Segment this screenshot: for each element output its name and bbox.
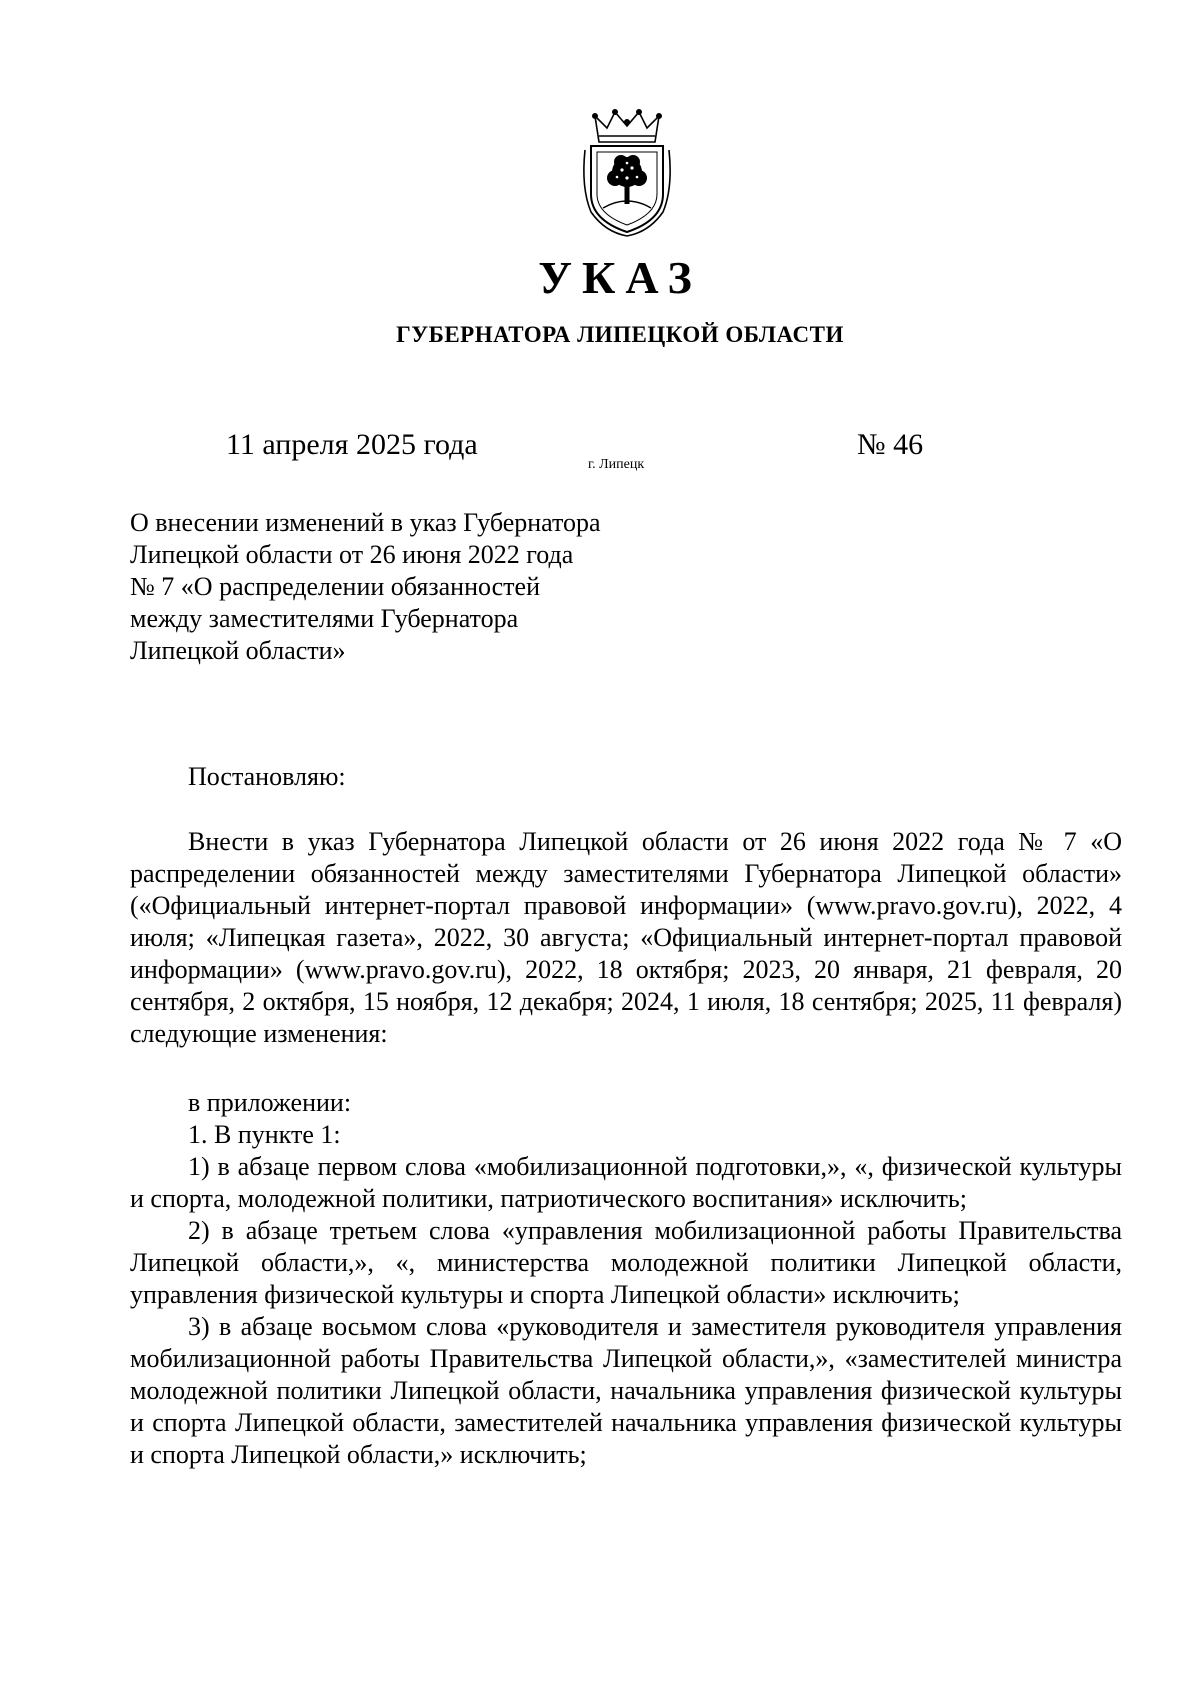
change-item: 3) в абзаце восьмом слова «руководителя и заместителя руководителя управления мобилизационной работы Правительства Липецкой области,», «заместителей министра молодежной политики Липецкой области, начальника управления физической культуры и спорта Липецкой области, заместителей начальника управления физической культуры и спорта Липецкой области,» исключить; [130, 1312, 1122, 1469]
document-date: 11 апреля 2025 года [226, 428, 478, 461]
heading-line: № 7 «О распределении обязанностей [130, 572, 540, 601]
heading-line: Липецкой области от 26 июня 2022 года [130, 540, 574, 569]
change-item: в приложении: [188, 1088, 352, 1117]
heading-line: О внесении изменений в указ Губернатора [130, 508, 601, 537]
document-title: УКАЗ [538, 252, 702, 303]
main-paragraph-block [130, 826, 1122, 1050]
document-number: № 46 [857, 428, 924, 461]
heading-line: Липецкой области» [130, 636, 346, 665]
change-item: 1) в абзаце первом слова «мобилизационной подготовки,», «, физической культуры и спорта, молодежной политики, патриотического воспитания» исключить; [130, 1152, 1122, 1213]
changes-list [130, 1087, 1122, 1471]
heading-line: между заместителями Губернатора [130, 604, 519, 633]
order-word: Постановляю: [188, 762, 346, 791]
main-paragraph: Внести в указ Губернатора Липецкой области от 26 июня 2022 года № 7 «О распределении обязанностей между заместителями Губернатора Липецкой области» («Официальный интернет-портал правовой информации» (www.pravo.gov.ru), 2022, 4 июля; «Липецкая газета», 2022, 30 августа; «Официальный интернет-портал правовой информации» (www.pravo.gov.ru), 2022, 18 октября; 2023, 20 января, 21 февраля, 20 сентября, 2 октября, 15 ноября, 12 декабря; 2024, 1 июля, 18 сентября; 2025, 11 февраля) следующие изменения: [130, 827, 1122, 1048]
change-item: 2) в абзаце третьем слова «управления мобилизационной работы Правительства Липецкой области,», «, министерства молодежной политики Липецкой области, управления физической культуры и спорта Липецкой области» исключить; [130, 1216, 1122, 1309]
document-subtitle: ГУБЕРНАТОРА ЛИПЕЦКОЙ ОБЛАСТИ [396, 322, 844, 347]
change-item: 1. В пункте 1: [188, 1120, 341, 1149]
coat-of-arms-icon [577, 108, 677, 238]
document-city: г. Липецк [588, 457, 645, 472]
document-heading [130, 507, 601, 667]
